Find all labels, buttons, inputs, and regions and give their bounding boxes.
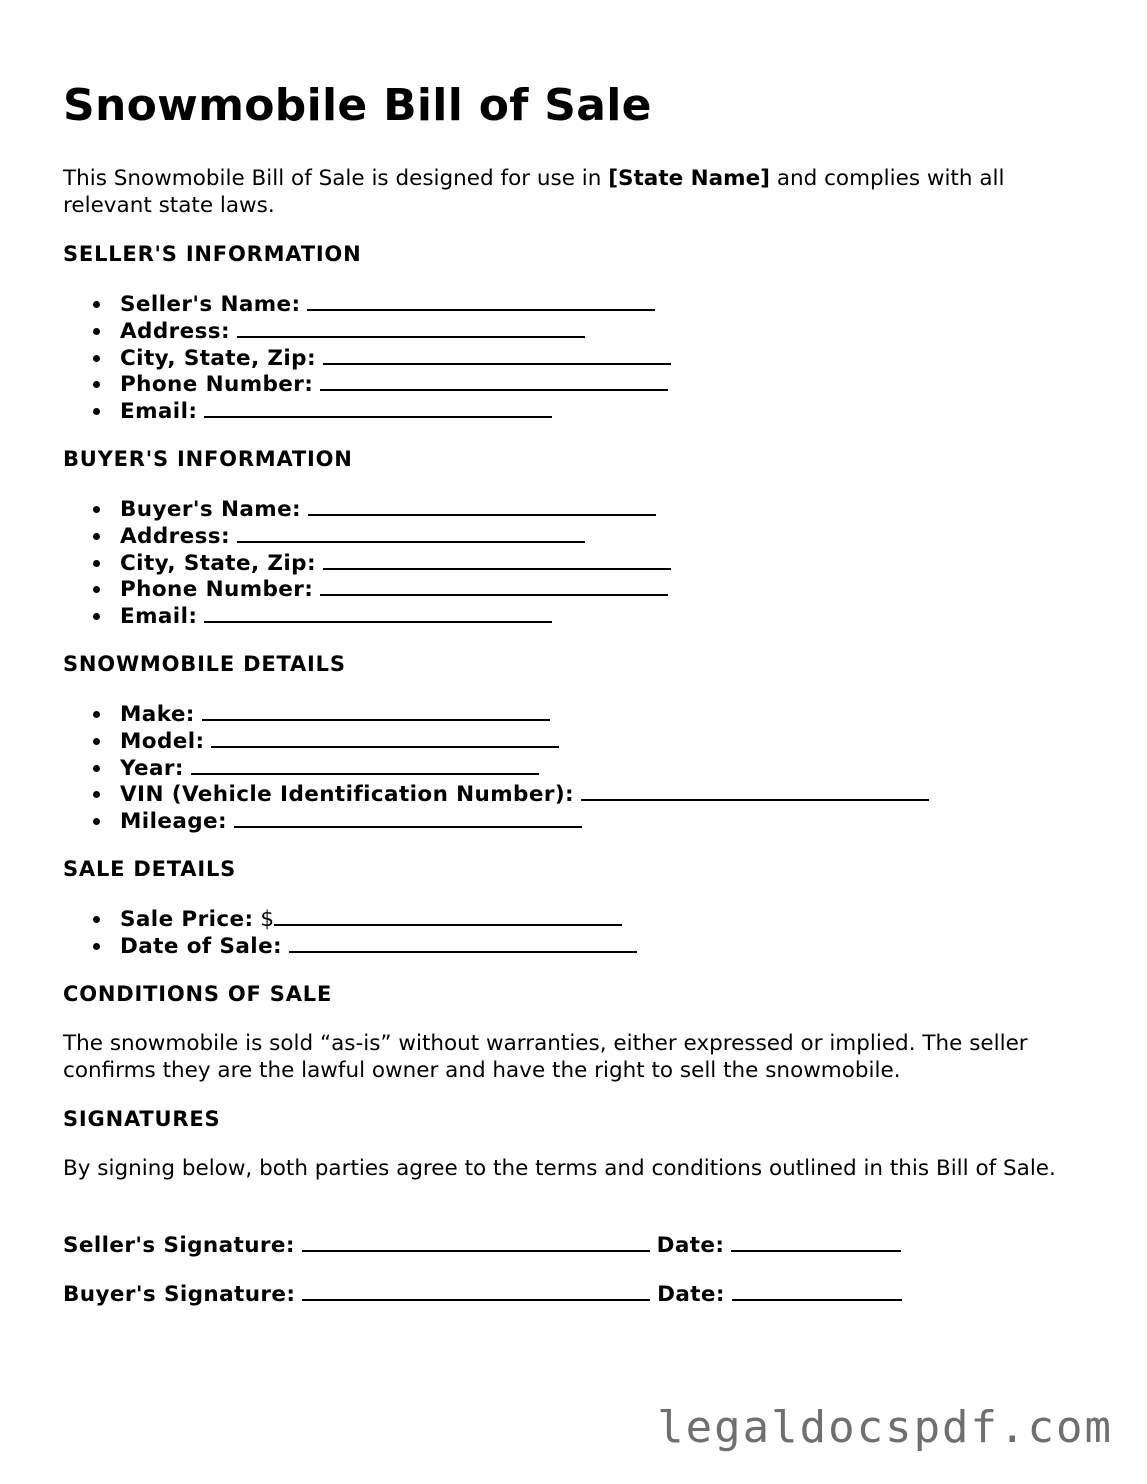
snowmobile-field-item	[63, 780, 929, 807]
snowmobile-field-blank-line[interactable]	[202, 700, 550, 721]
sale-field-blank-line[interactable]	[274, 905, 622, 926]
seller-field-label: City, State, Zip:	[120, 345, 316, 371]
sale-field-label: Sale Price:	[120, 907, 254, 932]
buyer-signature-label: Buyer's Signature:	[63, 1282, 296, 1307]
snowmobile-field-blank-line[interactable]	[581, 780, 929, 801]
seller-signature-row	[63, 1231, 901, 1259]
sale-field-item	[63, 932, 637, 959]
buyer-date-line[interactable]	[732, 1280, 902, 1301]
seller-fields	[63, 290, 671, 424]
seller-field-blank-line[interactable]	[307, 290, 655, 311]
buyer-signature-row	[63, 1280, 902, 1308]
seller-field-label: Phone Number:	[120, 372, 314, 398]
seller-section-heading: SELLER'S INFORMATION	[63, 242, 362, 266]
seller-field-item	[63, 370, 671, 397]
snowmobile-section-heading: SNOWMOBILE DETAILS	[63, 652, 346, 676]
signatures-text: By signing below, both parties agree to the terms and conditions outlined in this Bill of Sale.	[63, 1156, 1056, 1181]
seller-field-label: Address:	[120, 318, 230, 344]
buyer-field-item	[63, 575, 671, 602]
buyer-field-label: Buyer's Name:	[120, 497, 302, 522]
seller-field-blank-line[interactable]	[323, 344, 671, 365]
buyer-field-blank-line[interactable]	[320, 575, 668, 596]
snowmobile-field-item	[63, 754, 929, 781]
snowmobile-field-item	[63, 700, 929, 727]
buyer-field-label: Email:	[120, 604, 198, 630]
conditions-text: The snowmobile is sold “as-is” without warranties, either expressed or implied. The seller confirms they are the lawful owner and have the right to sell the snowmobile.	[63, 1031, 1028, 1083]
seller-date-label: Date:	[656, 1233, 725, 1258]
buyer-field-blank-line[interactable]	[204, 602, 552, 623]
intro-text-after: and complies with all relevant state laws.	[63, 166, 1005, 218]
snowmobile-field-blank-line[interactable]	[191, 754, 539, 775]
sale-field-label: Date of Sale:	[120, 933, 283, 959]
seller-field-label: Seller's Name:	[120, 292, 301, 317]
seller-signature-line[interactable]	[302, 1231, 650, 1252]
sale-field-prefix: $	[260, 907, 275, 932]
document-title: Snowmobile Bill of Sale	[63, 80, 652, 131]
buyer-field-label: Phone Number:	[120, 577, 314, 603]
buyer-signature-line[interactable]	[302, 1280, 650, 1301]
seller-date-line[interactable]	[731, 1231, 901, 1252]
snowmobile-field-blank-line[interactable]	[211, 727, 559, 748]
snowmobile-field-label: Model:	[120, 728, 205, 754]
buyer-field-blank-line[interactable]	[237, 522, 585, 543]
snowmobile-field-item	[63, 727, 929, 754]
sale-section-heading: SALE DETAILS	[63, 857, 237, 881]
buyer-date-label: Date:	[657, 1282, 725, 1307]
sale-field-item	[63, 905, 637, 932]
intro-text-before: This Snowmobile Bill of Sale is designed for use in	[63, 166, 609, 191]
snowmobile-field-label: Mileage:	[120, 809, 227, 835]
buyer-fields	[63, 495, 671, 629]
snowmobile-field-label: VIN (Vehicle Identification Number):	[120, 782, 575, 808]
buyer-field-blank-line[interactable]	[308, 495, 656, 516]
signatures-section-heading: SIGNATURES	[63, 1107, 221, 1131]
buyer-section-heading: BUYER'S INFORMATION	[63, 447, 353, 471]
state-name-placeholder: [State Name]	[608, 166, 770, 191]
seller-field-item	[63, 317, 671, 344]
seller-signature-label: Seller's Signature:	[63, 1233, 295, 1258]
seller-field-blank-line[interactable]	[320, 370, 668, 391]
buyer-field-item	[63, 495, 671, 522]
buyer-field-label: Address:	[120, 523, 230, 549]
buyer-field-item	[63, 522, 671, 549]
seller-field-item	[63, 290, 671, 317]
buyer-field-item	[63, 549, 671, 576]
snowmobile-field-blank-line[interactable]	[234, 807, 582, 828]
intro-paragraph	[63, 166, 1073, 219]
snowmobile-fields	[63, 700, 929, 834]
conditions-section-heading: CONDITIONS OF SALE	[63, 982, 333, 1006]
sale-field-blank-line[interactable]	[289, 932, 637, 953]
buyer-field-blank-line[interactable]	[323, 549, 671, 570]
seller-field-item	[63, 397, 671, 424]
sale-fields	[63, 905, 637, 959]
buyer-field-label: City, State, Zip:	[120, 550, 316, 576]
snowmobile-field-label: Make:	[120, 702, 195, 727]
watermark-text: legaldocspdf.com	[657, 1402, 1113, 1453]
seller-field-item	[63, 344, 671, 371]
snowmobile-field-label: Year:	[120, 755, 184, 781]
seller-field-blank-line[interactable]	[237, 317, 585, 338]
snowmobile-field-item	[63, 807, 929, 834]
seller-field-label: Email:	[120, 399, 198, 425]
buyer-field-item	[63, 602, 671, 629]
seller-field-blank-line[interactable]	[204, 397, 552, 418]
